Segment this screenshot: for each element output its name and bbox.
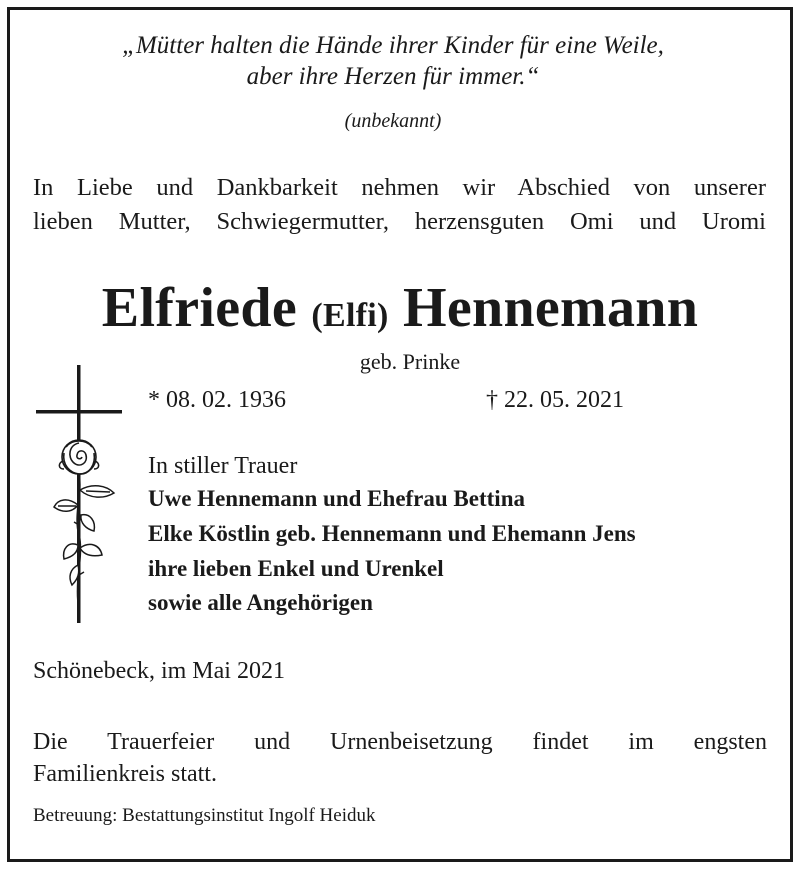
last-name: Hennemann [403, 277, 699, 339]
nickname: (Elfi) [311, 297, 389, 334]
place-date: Schönebeck, im Mai 2021 [33, 658, 285, 684]
birth-date: * 08. 02. 1936 [148, 387, 286, 413]
mourner-line: sowie alle Angehörigen [148, 590, 373, 615]
ceremony-line-2: Familienkreis statt. [33, 761, 217, 787]
mourner-line: Elke Köstlin geb. Hennemann und Ehemann Jens [148, 521, 636, 546]
deceased-name [0, 276, 800, 340]
intro-line-2: lieben Mutter, Schwiegermutter, herzensguten Omi und Uromi [33, 208, 766, 235]
first-name: Elfriede [101, 277, 298, 339]
maiden-name: geb. Prinke [359, 349, 461, 374]
mourners-intro: In stiller Trauer [148, 453, 298, 479]
intro-line-1: In Liebe und Dankbarkeit nehmen wir Abschied von unserer [33, 174, 766, 201]
ceremony-line-1: Die Trauerfeier und Urnenbeisetzung findet im engsten [33, 729, 767, 755]
quote-line-2: aber ihre Herzen für immer.“ [246, 63, 540, 90]
cross-with-rose-icon [34, 365, 126, 627]
death-date: † 22. 05. 2021 [486, 387, 624, 413]
quote-line-1: „Mütter halten die Hände ihrer Kinder für eine Weile, [122, 32, 664, 59]
mourner-line: ihre lieben Enkel und Urenkel [148, 556, 444, 581]
funeral-care-provider: Betreuung: Bestattungsinstitut Ingolf Heiduk [33, 805, 376, 826]
quote-source: (unbekannt) [344, 110, 442, 132]
ceremony-notice [33, 726, 767, 790]
mourner-line: Uwe Hennemann und Ehefrau Bettina [148, 486, 525, 511]
